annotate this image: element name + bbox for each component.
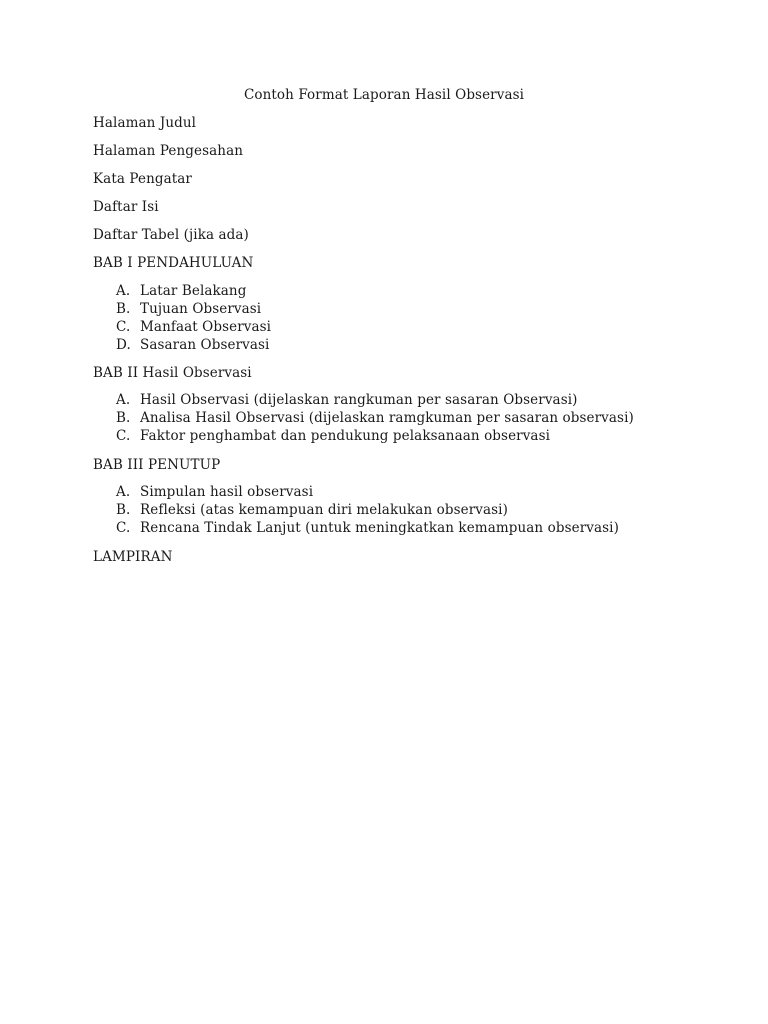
list-item-label: B. xyxy=(116,502,131,518)
list-item xyxy=(116,301,261,317)
list-item xyxy=(116,520,619,536)
front-matter-item: Halaman Pengesahan xyxy=(93,143,244,159)
front-matter-item: Halaman Judul xyxy=(93,115,197,131)
appendix-heading: LAMPIRAN xyxy=(93,549,173,565)
list-item-text: Analisa Hasil Observasi (dijelaskan ramgkuman per sasaran observasi) xyxy=(140,410,634,426)
list-item-text: Simpulan hasil observasi xyxy=(140,484,314,500)
list-item-text: Tujuan Observasi xyxy=(140,301,262,317)
list-item xyxy=(116,428,550,444)
list-item-label: A. xyxy=(116,392,131,408)
list-item-label: D. xyxy=(116,337,131,353)
bab1-heading: BAB I PENDAHULUAN xyxy=(93,255,254,271)
list-item xyxy=(116,502,508,518)
list-item-label: A. xyxy=(116,283,131,299)
bab3-heading: BAB III PENUTUP xyxy=(93,457,221,473)
front-matter-item: Daftar Tabel (jika ada) xyxy=(93,227,249,243)
list-item xyxy=(116,410,634,426)
list-item-label: B. xyxy=(116,410,131,426)
list-item-label: C. xyxy=(116,319,131,335)
list-item-text: Hasil Observasi (dijelaskan rangkuman per sasaran Observasi) xyxy=(140,392,578,408)
list-item-text: Latar Belakang xyxy=(140,283,247,299)
list-item xyxy=(116,319,271,335)
list-item-text: Rencana Tindak Lanjut (untuk meningkatkan kemampuan observasi) xyxy=(140,520,619,536)
list-item xyxy=(116,392,578,408)
list-item xyxy=(116,283,246,299)
front-matter-item: Kata Pengatar xyxy=(93,171,192,187)
list-item xyxy=(116,337,269,353)
list-item-text: Faktor penghambat dan pendukung pelaksanaan observasi xyxy=(140,428,551,444)
list-item-text: Sasaran Observasi xyxy=(140,337,270,353)
list-item-label: C. xyxy=(116,428,131,444)
document-title: Contoh Format Laporan Hasil Observasi xyxy=(243,87,525,103)
list-item-text: Refleksi (atas kemampuan diri melakukan observasi) xyxy=(140,502,508,518)
list-item-label: A. xyxy=(116,484,131,500)
list-item-label: C. xyxy=(116,520,131,536)
bab2-heading: BAB II Hasil Observasi xyxy=(93,365,252,381)
list-item-text: Manfaat Observasi xyxy=(140,319,272,335)
front-matter-item: Daftar Isi xyxy=(93,199,159,215)
list-item-label: B. xyxy=(116,301,131,317)
list-item xyxy=(116,484,313,500)
